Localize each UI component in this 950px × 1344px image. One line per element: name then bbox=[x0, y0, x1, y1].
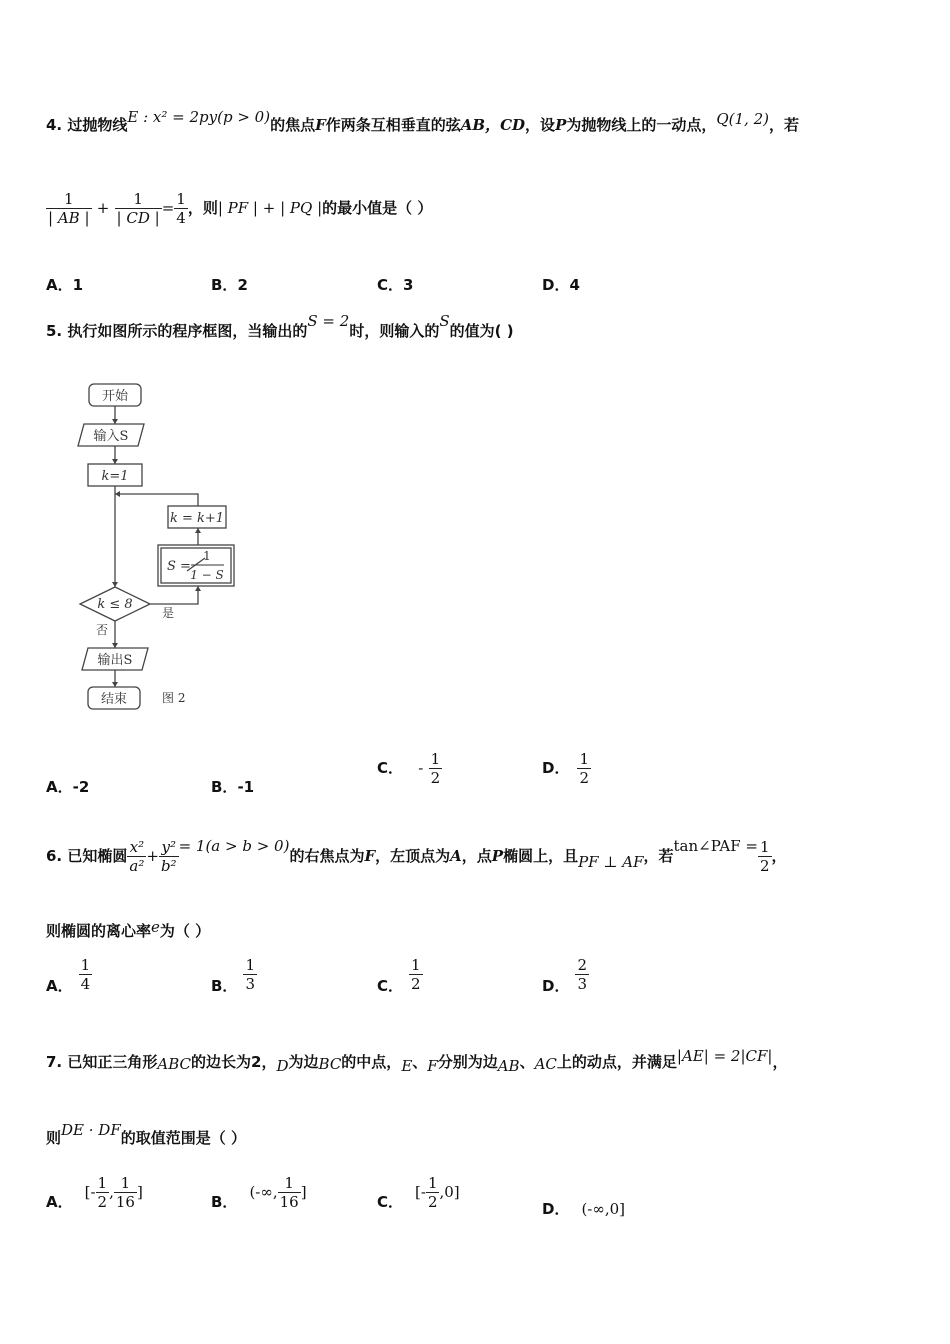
q6-text: 则椭圆的离心率 bbox=[46, 922, 152, 940]
q4-option-c[interactable]: C．3 bbox=[377, 276, 414, 294]
q7-text: 、 bbox=[519, 1053, 535, 1071]
q7-option-c[interactable]: C．[- $\frac{1}{2}$ ,0] bbox=[377, 1174, 460, 1211]
q6-text: ， bbox=[771, 847, 787, 865]
flow-yes-label: 是 bbox=[162, 606, 175, 620]
q7-text: 为边 bbox=[288, 1053, 319, 1071]
q7-text: 上的动点，并满足 bbox=[556, 1053, 677, 1071]
q4-pf-pq: | PF | + | PQ | bbox=[217, 199, 323, 217]
q4-parabola-eq: E : x² = 2py(p > 0) bbox=[127, 108, 271, 126]
q6-text: 为（ ） bbox=[159, 922, 211, 940]
q5-text: 的值为( ) bbox=[449, 322, 514, 340]
q6-f: F bbox=[364, 847, 376, 865]
q4-number: 4. bbox=[46, 116, 63, 134]
q6-e: e bbox=[151, 918, 160, 936]
q6-frac-x: $\frac{\text{x²}}{\text{a²}}$ bbox=[129, 838, 145, 875]
q6-line2 bbox=[46, 920, 210, 941]
q4-eq: = bbox=[161, 199, 175, 217]
q4-option-d[interactable]: D．4 bbox=[542, 276, 580, 294]
q7-line2 bbox=[46, 1121, 246, 1148]
q7-text: 已知正三角形 bbox=[67, 1053, 158, 1071]
q7-abc: ABC bbox=[157, 1055, 192, 1073]
q4-point-q: Q(1, 2) bbox=[716, 110, 769, 128]
q6-perp: PF ⊥ AF bbox=[578, 853, 644, 871]
q7-ac: AC bbox=[534, 1055, 557, 1073]
q5-input-s: S bbox=[439, 312, 450, 330]
q7-option-d[interactable]: D． (-∞,0] bbox=[542, 1200, 626, 1218]
q7-ab: AB bbox=[497, 1057, 520, 1075]
q7-text: 的边长为2， bbox=[191, 1053, 277, 1071]
q7-e: E bbox=[401, 1057, 413, 1075]
q4-text: 的最小值是（ ） bbox=[322, 199, 433, 217]
q5-option-c[interactable]: C． - $\frac{1}{2}$ bbox=[377, 750, 441, 787]
q7-text: 则 bbox=[46, 1129, 62, 1147]
q4-text: ，设 bbox=[525, 116, 556, 134]
q5-option-a[interactable]: A．-2 bbox=[46, 778, 90, 796]
flow-incr-label: k = k+1 bbox=[169, 511, 225, 526]
q6-option-b[interactable]: B． $\frac{1}{3}$ bbox=[211, 956, 255, 995]
q4-plus: + bbox=[96, 199, 110, 217]
q6-option-d[interactable]: D． $\frac{2}{3}$ bbox=[542, 956, 587, 995]
q4-text: ，则 bbox=[187, 199, 218, 217]
q6-tan: tan∠PAF = bbox=[673, 837, 758, 855]
q5-line1 bbox=[46, 312, 514, 341]
q5-option-b[interactable]: B．-1 bbox=[211, 778, 255, 796]
q7-dot-product: DE · DF bbox=[61, 1121, 121, 1139]
q7-condition: |AE| = 2|CF| bbox=[676, 1047, 773, 1065]
q6-tan-frac: $\frac{1}{2}$ bbox=[760, 838, 770, 875]
q6-p: P bbox=[491, 847, 504, 865]
q5-output-s: S = 2 bbox=[307, 312, 350, 330]
q6-option-c[interactable]: C． $\frac{1}{2}$ bbox=[377, 956, 421, 995]
flow-start-label: 开始 bbox=[101, 389, 129, 404]
q5-flowchart bbox=[70, 375, 270, 720]
q4-point-p: P bbox=[555, 116, 567, 134]
flow-caption: 图 2 bbox=[162, 691, 186, 705]
q4-text: 过抛物线 bbox=[67, 116, 128, 134]
q4-text: 为抛物线上的一动点， bbox=[566, 116, 717, 134]
q6-text: 椭圆上，且 bbox=[503, 847, 579, 865]
q6-text: ，点 bbox=[461, 847, 492, 865]
q4-text: 作两条互相垂直的弦 bbox=[325, 116, 461, 134]
q6-text: ，左顶点为 bbox=[375, 847, 451, 865]
flow-input-label: 输入S bbox=[93, 429, 129, 444]
q7-option-b[interactable]: B．(-∞, $\frac{1}{16}$ ] bbox=[211, 1174, 307, 1211]
q6-a: A bbox=[450, 847, 462, 865]
q6-text: ，若 bbox=[643, 847, 674, 865]
q7-f: F bbox=[427, 1057, 438, 1075]
q7-option-a[interactable]: A．[- $\frac{1}{2}$ , $\frac{1}{16}$ ] bbox=[46, 1174, 143, 1211]
q4-option-a[interactable]: A．1 bbox=[46, 276, 84, 294]
flow-no-label: 否 bbox=[96, 623, 109, 637]
q6-ellipse-cond: = 1(a > b > 0) bbox=[178, 837, 290, 855]
flow-init-label: k=1 bbox=[101, 469, 129, 484]
q5-number: 5. bbox=[46, 322, 63, 340]
q4-option-b[interactable]: B．2 bbox=[211, 276, 248, 294]
q6-number: 6. bbox=[46, 847, 63, 865]
flow-cond-label: k ≤ 8 bbox=[97, 597, 133, 612]
flow-assign-lhs: S = bbox=[167, 559, 191, 574]
q7-text: 分别为边 bbox=[437, 1053, 498, 1071]
q6-option-a[interactable]: A． $\frac{1}{4}$ bbox=[46, 956, 91, 995]
flow-end-label: 结束 bbox=[100, 692, 128, 707]
q7-number: 7. bbox=[46, 1053, 63, 1071]
flow-assign-num: 1 bbox=[203, 549, 211, 563]
q7-d: D bbox=[276, 1057, 289, 1075]
q5-text: 时，则输入的 bbox=[349, 322, 440, 340]
q6-plus: + bbox=[146, 847, 159, 865]
q6-text: 已知椭圆 bbox=[67, 847, 128, 865]
q4-frac-quarter: $\frac{1}{4}$ bbox=[176, 190, 186, 227]
flow-output-label: 输出S bbox=[97, 653, 133, 668]
flow-assign-den: 1 − S bbox=[190, 568, 224, 582]
q7-bc: BC bbox=[318, 1055, 342, 1073]
q6-frac-y: $\frac{\text{y²}}{\text{b²}}$ bbox=[160, 838, 177, 875]
q4-line2 bbox=[46, 190, 432, 227]
q4-text: 的焦点 bbox=[270, 116, 316, 134]
q4-frac-ab: $\frac{1}{| AB |}$ bbox=[48, 190, 90, 227]
q7-text: 的中点， bbox=[341, 1053, 402, 1071]
q7-text: 的取值范围是（ ） bbox=[120, 1129, 246, 1147]
q4-chords: AB，CD bbox=[460, 116, 526, 134]
q4-frac-cd: $\frac{1}{| CD |}$ bbox=[116, 190, 160, 227]
q4-focus-f: F bbox=[315, 116, 326, 134]
q7-text: 、 bbox=[412, 1053, 428, 1071]
q7-text: ， bbox=[772, 1053, 788, 1071]
q7-line1 bbox=[46, 1047, 788, 1075]
q6-text: 的右焦点为 bbox=[289, 847, 365, 865]
q5-text: 执行如图所示的程序框图，当输出的 bbox=[67, 322, 308, 340]
q5-option-d[interactable]: D． $\frac{1}{2}$ bbox=[542, 750, 589, 787]
q6-line1 bbox=[46, 838, 787, 875]
q4-line1 bbox=[46, 108, 799, 135]
q4-text: ，若 bbox=[768, 116, 799, 134]
